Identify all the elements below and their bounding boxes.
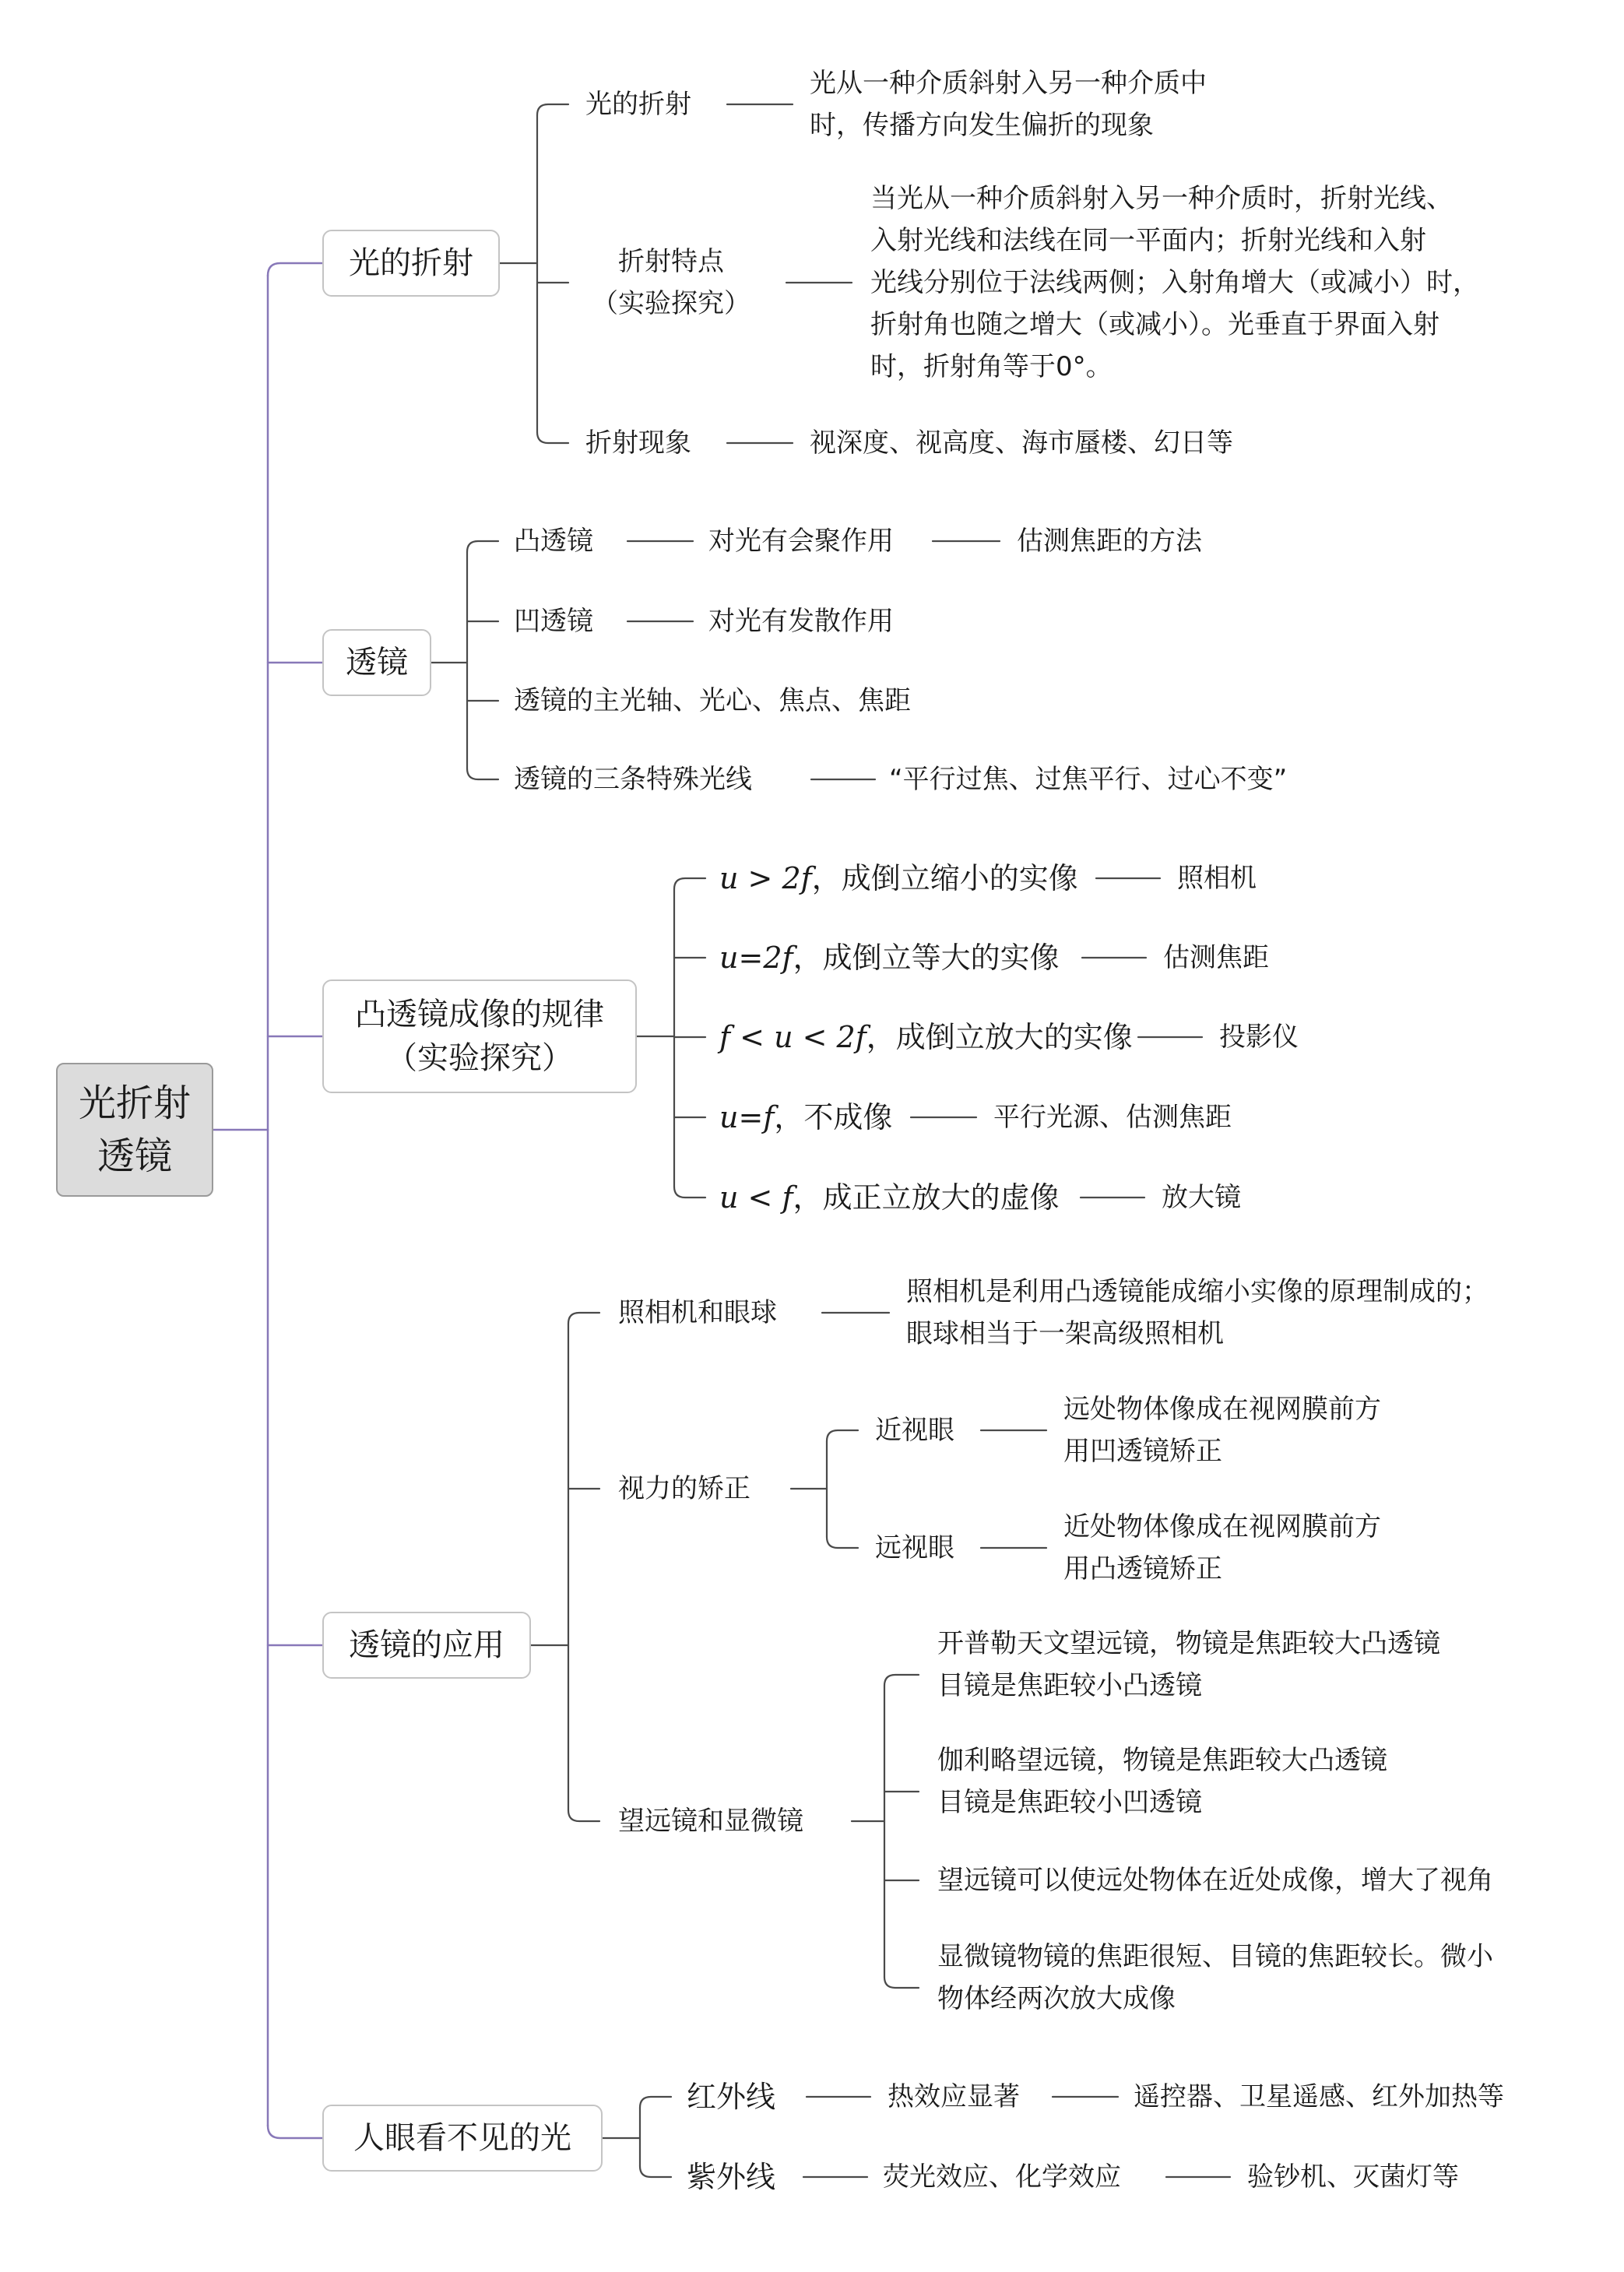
desc-line: 照相机是利用凸透镜能成缩小实像的原理制成的； [906, 1276, 1489, 1307]
branch-lens-label: 透镜 [346, 645, 408, 681]
desc-line: 折射角也随之增大（或减小）。光垂直于界面入射 [870, 309, 1439, 340]
desc-line: 目镜是焦距较小凸透镜 [937, 1670, 1202, 1701]
desc-line: 用凹透镜矫正 [1063, 1436, 1222, 1467]
imaging-rule [719, 1017, 1133, 1057]
lens-concave-label: 凹透镜 [514, 606, 593, 637]
vision-myopia-label: 近视眼 [875, 1415, 954, 1446]
refraction-bracket [537, 104, 568, 115]
branch-refraction [322, 230, 500, 297]
rule-text: 成倒立缩小的实像 [841, 861, 1078, 895]
vision-hyperopia-desc [1063, 1506, 1381, 1590]
vision-myopia-desc [1063, 1388, 1381, 1472]
branch-imaging [322, 979, 637, 1093]
imaging-rule-application: 照相机 [1177, 863, 1257, 894]
branch-application-label: 透镜的应用 [349, 1627, 504, 1663]
lens-rays-label: 透镜的三条特殊光线 [514, 764, 752, 795]
application-vision-label: 视力的矫正 [618, 1473, 750, 1504]
refraction-phenomena-label: 折射现象 [585, 427, 691, 459]
root-node [56, 1063, 213, 1197]
rule-comma: ， [793, 941, 823, 975]
application-bracket [568, 1313, 599, 1324]
rule-text: 成倒立放大的实像 [895, 1020, 1133, 1054]
imaging-rule-application: 投影仪 [1219, 1022, 1299, 1053]
desc-line: 显微镜物镜的焦距很短、目镜的焦距较长。微小 [937, 1941, 1493, 1972]
desc-line: 入射光线和法线在同一平面内；折射光线和入射 [870, 225, 1426, 256]
branch-lens [322, 629, 431, 696]
lens-convex-method: 估测焦距的方法 [1017, 526, 1202, 557]
refraction-phenomena-desc: 视深度、视高度、海市蜃楼、幻日等 [810, 427, 1233, 459]
lens-bracket [467, 768, 498, 779]
invisible-infrared-label: 红外线 [687, 2080, 776, 2114]
rule-condition: u > 2f [719, 861, 812, 895]
desc-line: 用凸透镜矫正 [1063, 1553, 1222, 1584]
imaging-rule-application: 估测焦距 [1163, 942, 1269, 973]
application-telescope-label: 望远镜和显微镜 [618, 1806, 803, 1837]
branch-imaging-label-line: 凸透镜成像的规律 [355, 997, 604, 1032]
rule-comma: ， [866, 1020, 896, 1054]
rule-condition: u=f [719, 1100, 775, 1134]
rule-condition: u < f [719, 1180, 793, 1215]
refraction-features-label [592, 241, 750, 325]
lens-concave-effect: 对光有发散作用 [708, 606, 894, 637]
refraction-features-desc [870, 178, 1479, 388]
telescope-item [937, 1936, 1493, 2020]
desc-line: 物体经两次放大成像 [937, 1983, 1176, 2014]
branch-invisible-label: 人眼看不见的光 [353, 2120, 571, 2156]
imaging-rule [719, 937, 1060, 978]
vision-hyperopia-label: 远视眼 [875, 1532, 954, 1563]
root-line-2: 透镜 [97, 1134, 172, 1178]
desc-line: 光从一种介质斜射入另一种介质中 [810, 68, 1207, 99]
infrared-uses: 遥控器、卫星遥感、红外加热等 [1134, 2081, 1504, 2112]
label-line: 折射特点 [618, 246, 724, 277]
ultraviolet-effect: 荧光效应、化学效应 [883, 2161, 1121, 2193]
telescope-item [937, 1623, 1440, 1707]
lens-convex-effect: 对光有会聚作用 [708, 526, 894, 557]
desc-line: 时，传播方向发生偏折的现象 [810, 110, 1154, 141]
telescope-item [937, 1739, 1387, 1824]
desc-line: 开普勒天文望远镜，物镜是焦距较大凸透镜 [937, 1628, 1440, 1659]
desc-line: 眼球相当于一架高级照相机 [906, 1318, 1224, 1349]
rule-text: 不成像 [803, 1100, 893, 1134]
application-camera-desc [906, 1271, 1489, 1355]
infrared-effect: 热效应显著 [888, 2081, 1020, 2112]
application-camera-label: 照相机和眼球 [618, 1297, 777, 1328]
desc-line: 远处物体像成在视网膜前方 [1063, 1394, 1381, 1425]
rule-condition: f < u < 2f [719, 1020, 866, 1054]
branch-refraction-label: 光的折射 [349, 245, 473, 281]
refraction-bracket [537, 432, 568, 443]
branch-imaging-label-line: （实验探究） [386, 1040, 573, 1076]
desc-line: 光线分别位于法线两侧；入射角增大（或减小）时， [870, 267, 1479, 298]
imaging-rule [719, 858, 1078, 899]
rule-condition: u=2f [719, 941, 793, 975]
ultraviolet-uses: 验钞机、灭菌灯等 [1247, 2161, 1459, 2193]
imaging-rule [719, 1177, 1060, 1218]
trunk-branch-line [268, 263, 322, 276]
invisible-bracket [640, 2097, 671, 2108]
desc-line: 当光从一种介质斜射入另一种介质时，折射光线、 [870, 183, 1453, 214]
imaging-bracket [674, 1187, 705, 1198]
lens-bracket [467, 541, 498, 552]
imaging-rule-application: 平行光源、估测焦距 [993, 1102, 1232, 1133]
imaging-bracket [674, 878, 705, 889]
imaging-rule [719, 1097, 892, 1138]
rule-text: 成倒立等大的实像 [822, 941, 1060, 975]
rule-comma: ， [774, 1100, 804, 1134]
desc-line: 目镜是焦距较小凹透镜 [937, 1787, 1202, 1818]
lens-rays-desc: “平行过焦、过焦平行、过心不变” [889, 764, 1288, 795]
desc-line: 望远镜可以使远处物体在近处成像，增大了视角 [937, 1865, 1493, 1896]
invisible-ultraviolet-label: 紫外线 [687, 2160, 776, 2194]
telescope-bracket [884, 1977, 919, 1988]
desc-line: 伽利略望远镜，物镜是焦距较大凸透镜 [937, 1745, 1387, 1776]
refraction-definition-label: 光的折射 [585, 89, 691, 120]
lens-convex-label: 凸透镜 [514, 526, 593, 557]
imaging-rule-application: 放大镜 [1162, 1182, 1241, 1213]
root-line-1: 光折射 [78, 1081, 191, 1125]
desc-line: 时，折射角等于0°。 [870, 351, 1113, 382]
rule-text: 成正立放大的虚像 [822, 1180, 1060, 1215]
lens-terms-label: 透镜的主光轴、光心、焦点、焦距 [514, 685, 911, 716]
vision-bracket [827, 1537, 858, 1548]
desc-line: 近处物体像成在视网膜前方 [1063, 1511, 1381, 1542]
telescope-bracket [884, 1675, 919, 1686]
label-line: （实验探究） [592, 288, 750, 319]
refraction-definition-desc [810, 62, 1207, 146]
application-bracket [568, 1810, 599, 1821]
branch-application [322, 1612, 531, 1679]
telescope-item [937, 1860, 1493, 1901]
vision-bracket [827, 1430, 858, 1441]
trunk-branch-line [268, 2126, 322, 2138]
rule-comma: ， [793, 1180, 823, 1215]
invisible-bracket [640, 2166, 671, 2177]
branch-invisible [322, 2105, 603, 2172]
rule-comma: ， [811, 861, 842, 895]
